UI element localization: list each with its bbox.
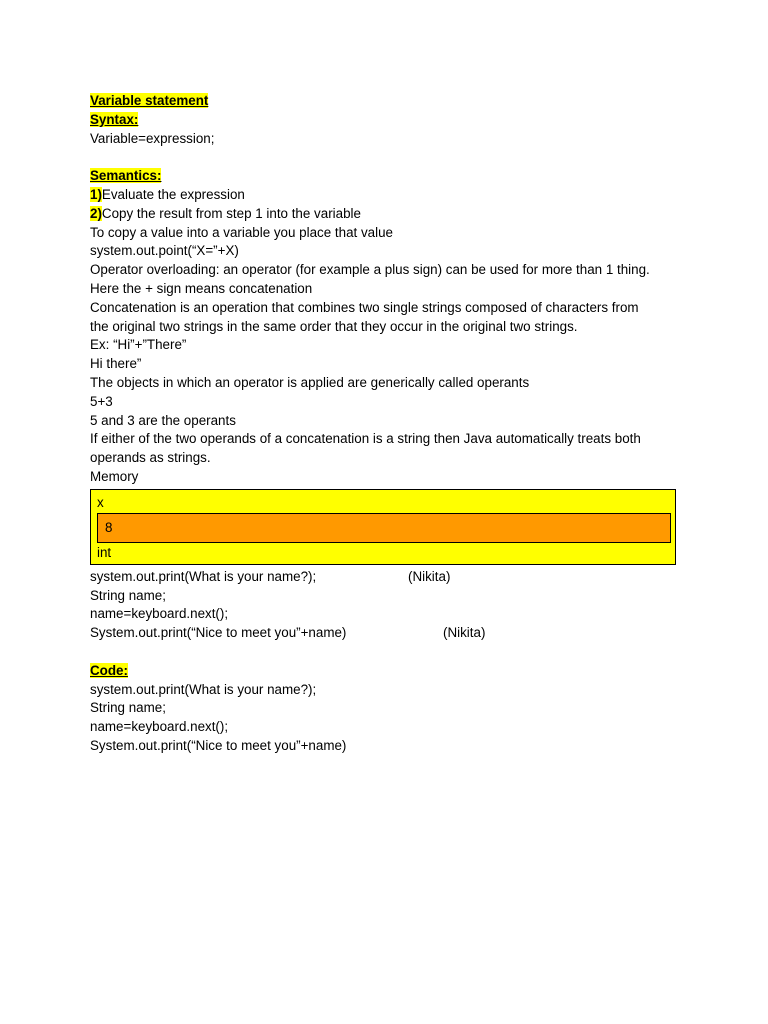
step-1-number: 1) bbox=[90, 186, 102, 202]
step-1-text: Evaluate the expression bbox=[101, 186, 245, 202]
after-memory-line bbox=[90, 587, 690, 606]
memory-variable-name: x bbox=[97, 494, 104, 510]
memory-caption: Memory bbox=[90, 468, 139, 484]
step-2-number: 2) bbox=[90, 205, 102, 221]
step-2 bbox=[90, 205, 690, 224]
memory-value: 8 bbox=[105, 519, 113, 535]
semantics-line: Hi there” bbox=[90, 356, 142, 372]
semantics-line: 5+3 bbox=[90, 393, 113, 409]
after-memory-note: (Nikita) bbox=[443, 625, 486, 641]
after-memory-code: system.out.print(What is your name?); bbox=[90, 568, 317, 584]
memory-diagram bbox=[90, 489, 676, 565]
code-line: System.out.print(“Nice to meet you”+name) bbox=[90, 737, 347, 753]
semantics-line: To copy a value into a variable you place that value bbox=[90, 224, 393, 240]
code-label-line bbox=[90, 662, 690, 681]
after-memory-code: System.out.print(“Nice to meet you”+name) bbox=[90, 625, 347, 641]
semantics-line: Here the + sign means concatenation bbox=[90, 280, 313, 296]
semantics-label-line bbox=[90, 167, 690, 186]
code-line: system.out.print(What is your name?); bbox=[90, 681, 317, 697]
memory-value-cell bbox=[97, 513, 671, 543]
after-memory-line bbox=[90, 605, 690, 624]
after-memory-code: String name; bbox=[90, 587, 166, 603]
code-line: name=keyboard.next(); bbox=[90, 719, 229, 735]
document-page bbox=[90, 92, 690, 756]
semantics-label: Semantics: bbox=[90, 168, 162, 184]
semantics-line: system.out.point(“X=”+X) bbox=[90, 243, 239, 259]
syntax-label-line bbox=[90, 111, 690, 130]
semantics-line: the original two strings in the same order that they occur in the original two strings. bbox=[90, 318, 578, 334]
after-memory-code: name=keyboard.next(); bbox=[90, 606, 229, 622]
syntax-text: Variable=expression; bbox=[90, 130, 215, 146]
semantics-line: If either of the two operands of a concatenation is a string then Java automatically treats both bbox=[90, 431, 641, 447]
semantics-line: The objects in which an operator is applied are generically called operants bbox=[90, 374, 530, 390]
spacer bbox=[90, 643, 690, 662]
semantics-line: 5 and 3 are the operants bbox=[90, 412, 236, 428]
after-memory-note: (Nikita) bbox=[408, 568, 451, 584]
code-line: String name; bbox=[90, 700, 166, 716]
memory-type: int bbox=[97, 544, 112, 560]
heading-line bbox=[90, 92, 690, 111]
spacer bbox=[90, 148, 690, 167]
semantics-line: Ex: “Hi”+”There” bbox=[90, 337, 187, 353]
step-2-text: Copy the result from step 1 into the variable bbox=[101, 205, 361, 221]
semantics-line: Concatenation is an operation that combines two single strings composed of characters from bbox=[90, 299, 639, 315]
semantics-line: operands as strings. bbox=[90, 450, 211, 466]
code-label: Code: bbox=[90, 662, 128, 678]
after-memory-line bbox=[90, 568, 690, 587]
syntax-label: Syntax: bbox=[90, 111, 139, 127]
heading-variable-statement: Variable statement bbox=[90, 93, 209, 108]
after-memory-line bbox=[90, 624, 690, 643]
step-1 bbox=[90, 186, 690, 205]
semantics-line: Operator overloading: an operator (for example a plus sign) can be used for more than 1 thing. bbox=[90, 262, 650, 278]
